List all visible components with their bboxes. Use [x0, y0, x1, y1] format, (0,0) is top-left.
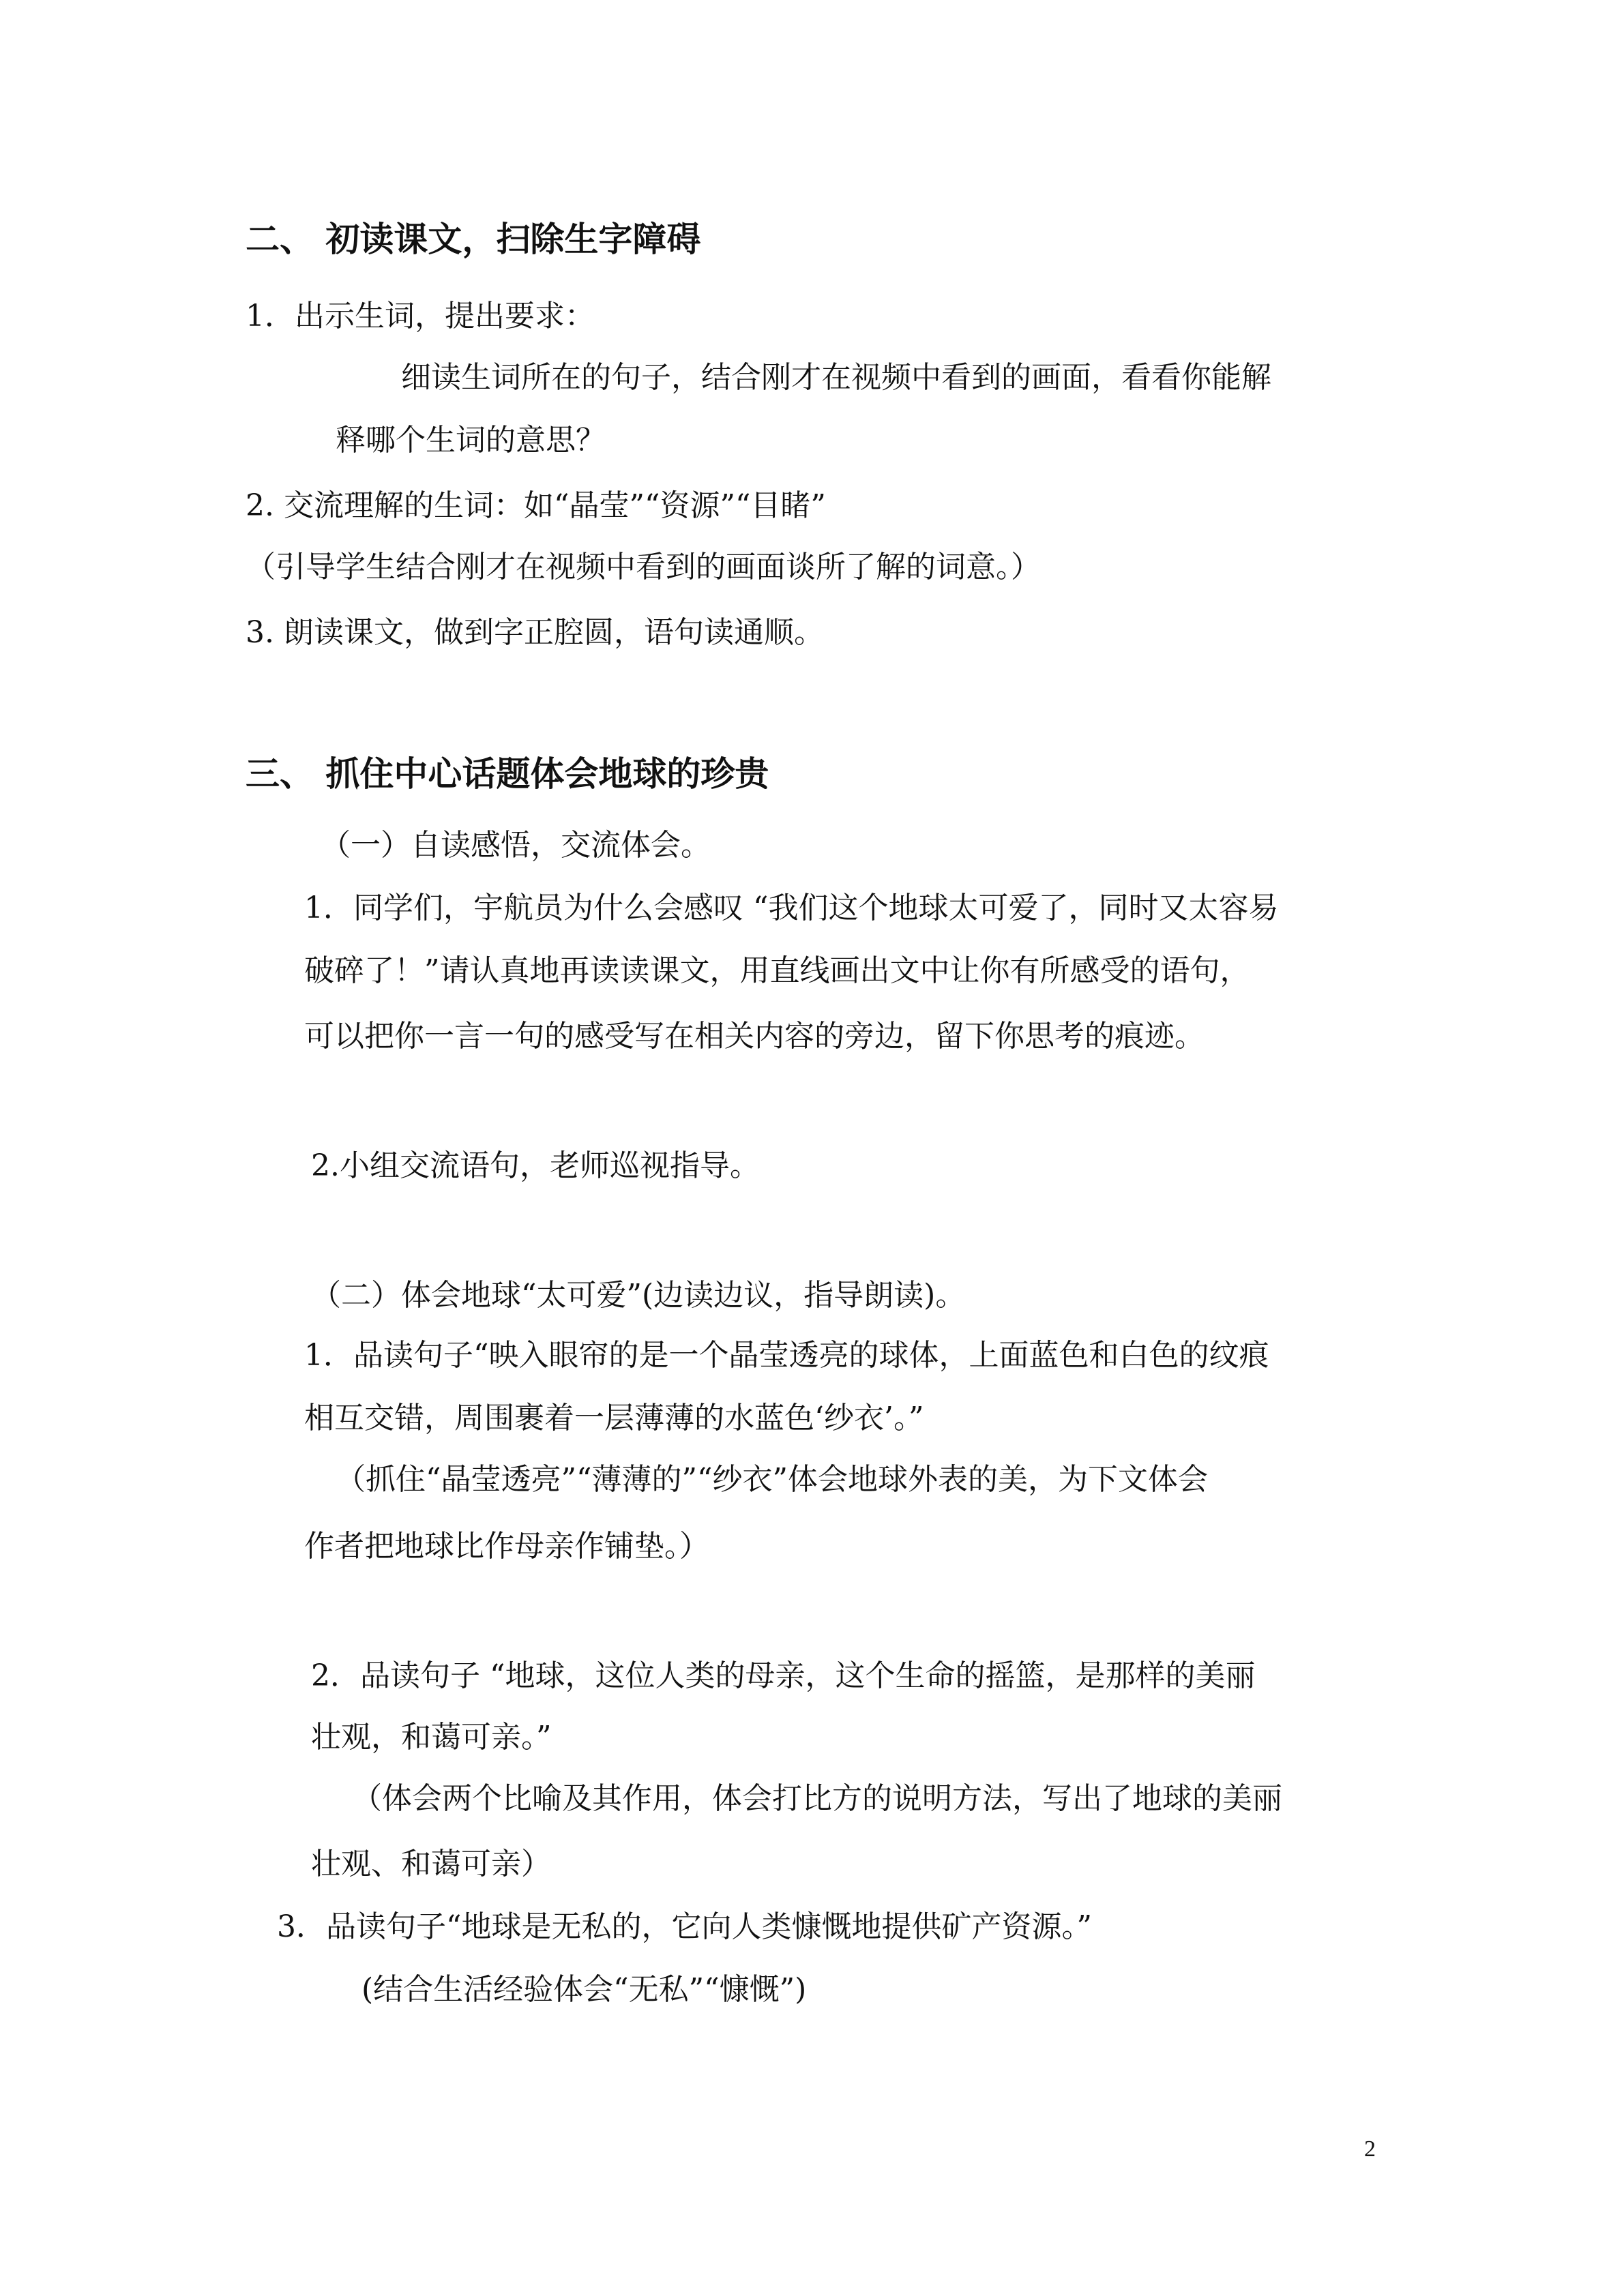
section-heading-2: 二、 初读课文，扫除生字障碍 — [246, 220, 701, 259]
subsection-heading: （一）自读感悟，交流体会。 — [321, 828, 711, 863]
paragraph-line: （体会两个比喻及其作用，体会打比方的说明方法，写出了地球的美丽 — [352, 1781, 1282, 1816]
paragraph-line: 作者把地球比作母亲作铺垫。） — [304, 1529, 709, 1564]
paragraph-line: 破碎了！”请认真地再读读课文，用直线画出文中让你有所感受的语句， — [304, 953, 1250, 988]
subsection-heading: （二）体会地球“太可爱”(边读边议，指导朗读)。 — [311, 1278, 966, 1313]
paragraph-line: 释哪个生词的意思？ — [336, 423, 606, 458]
paragraph-line: 可以把你一言一句的感受写在相关内容的旁边，留下你思考的痕迹。 — [304, 1019, 1205, 1054]
paragraph-line: 细读生词所在的句子，结合刚才在视频中看到的画面，看看你能解 — [401, 360, 1271, 395]
paragraph-line: 3．品读句子“地球是无私的，它向人类慷慨地提供矿产资源。” — [277, 1909, 1092, 1944]
paragraph-line: 相互交错，周围裹着一层薄薄的水蓝色‘纱衣’。” — [304, 1401, 924, 1435]
paragraph-line: 2.小组交流语句，老师巡视指导。 — [311, 1148, 760, 1183]
paragraph-line: （抓住“晶莹透亮”“薄薄的”“纱衣”体会地球外表的美，为下文体会 — [336, 1462, 1208, 1497]
paragraph-line: 1．同学们，宇航员为什么会感叹 “我们这个地球太可爱了，同时又太容易 — [304, 891, 1279, 925]
paragraph-line: 1．品读句子“映入眼帘的是一个晶莹透亮的球体，上面蓝色和白色的纹痕 — [304, 1338, 1269, 1373]
paragraph-line: 2．品读句子 “地球，这位人类的母亲，这个生命的摇篮，是那样的美丽 — [311, 1658, 1256, 1693]
paragraph-line: 3. 朗读课文，做到字正腔圆，语句读通顺。 — [246, 615, 824, 650]
paragraph-line: 壮观、和蔼可亲） — [311, 1847, 551, 1881]
paragraph-line: 2. 交流理解的生词：如“晶莹”“资源”“目睹” — [246, 488, 826, 523]
paragraph-line: (结合生活经验体会“无私”“慷慨”) — [361, 1972, 807, 2007]
page-number: 2 — [1364, 2136, 1376, 2162]
paragraph-line: 1．出示生词，提出要求： — [246, 299, 595, 333]
paragraph-line: （引导学生结合刚才在视频中看到的画面谈所了解的词意。） — [246, 550, 1041, 584]
paragraph-line: 壮观，和蔼可亲。” — [311, 1720, 552, 1755]
section-heading-3: 三、 抓住中心话题体会地球的珍贵 — [246, 754, 769, 794]
